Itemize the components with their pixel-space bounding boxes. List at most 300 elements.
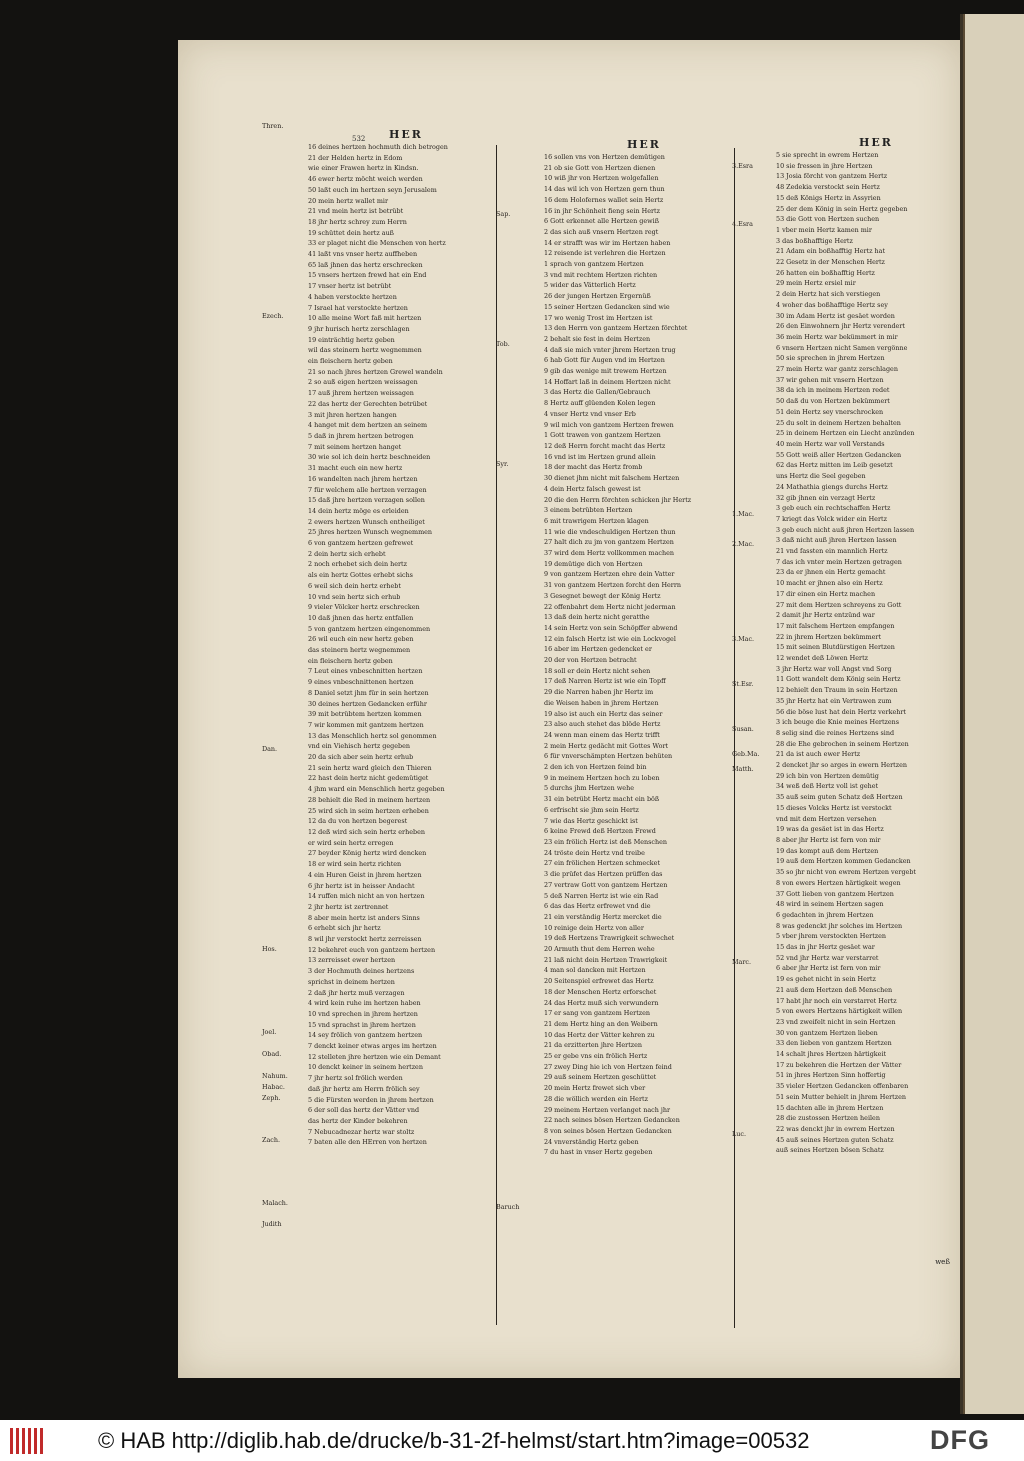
index-entry: 18 soll er dein Hertz nicht sehen xyxy=(544,666,651,675)
index-entry: ein fleischern hertz geben xyxy=(308,656,393,665)
index-entry: 20 mein hertz wallet mir xyxy=(308,196,389,205)
index-entry: 13 das Menschlich hertz sol genommen xyxy=(308,731,437,740)
index-entry: 10 vnd sein hertz sich erhub xyxy=(308,592,401,601)
index-entry: 2 jhr hertz ist zertrennet xyxy=(308,902,389,911)
index-entry: 10 reinige dein Hertz von aller xyxy=(544,923,644,932)
book-abbreviation: Judith xyxy=(262,1220,282,1228)
index-entry: 24 Mathathia giengs durchs Hertz xyxy=(776,482,888,491)
book-abbreviation: Hos. xyxy=(262,945,277,953)
index-entry: 6 aber jhr Hertz ist fern von mir xyxy=(776,964,881,973)
index-entry: 19 auß dem Hertzen kommen Gedancken xyxy=(776,857,911,866)
index-entry: 45 auß seines Hertzen guten Schatz xyxy=(776,1135,894,1144)
index-entry: 17 mit falschem Hertzen empfangen xyxy=(776,621,895,630)
index-entry: 24 das Hertz muß sich verwundern xyxy=(544,998,659,1007)
signature-mark: weß xyxy=(935,1258,950,1266)
index-entry: 16 wandelten nach jhrem hertzen xyxy=(308,474,418,483)
index-entry: 14 dein hertz möge es erleiden xyxy=(308,506,409,515)
index-entry: 8 Daniel setzt jhm für in sein hertzen xyxy=(308,688,429,697)
index-entry: 19 das kompt auß dem Hertzen xyxy=(776,846,879,855)
index-entry: 5 wider das Vätterlich Hertz xyxy=(544,281,636,290)
index-entry: 25 wird sich in seim hertzen erheben xyxy=(308,806,429,815)
index-entry: 21 vnd fassten ein mannlich Hertz xyxy=(776,547,888,556)
index-entry: 15 daß jhre hertzen verzagen sollen xyxy=(308,496,425,505)
index-entry: 4 hanget mit dem hertzen an seinem xyxy=(308,421,428,430)
index-entry: 4 wird kein ruhe im hertzen haben xyxy=(308,999,421,1008)
book-abbreviation: Malach. xyxy=(262,1199,288,1207)
index-entry: 7 Nebucadnezar hertz war stoltz xyxy=(308,1127,415,1136)
index-entry: 7 wir kommen mit gantzem hertzen xyxy=(308,720,424,729)
book-abbreviation: Zach. xyxy=(262,1136,280,1144)
index-entry: 6 jhr hertz ist in heisser Andacht xyxy=(308,881,415,890)
index-entry: 56 die böse lust hat dein Hertz verkehrt xyxy=(776,707,906,716)
column-2-heading: HER xyxy=(627,138,661,151)
index-entry: 15 seiner Hertzen Gedancken sind wie xyxy=(544,302,670,311)
index-entry: daß jhr hertz am Herrn frölich sey xyxy=(308,1084,420,1093)
index-entry: die Weisen haben in jhrem Hertzen xyxy=(544,698,659,707)
index-entry: 14 sein Hertz von sein Schöpffer abwend xyxy=(544,623,678,632)
index-entry: 16 in jhr Schönheit fieng sein Hertz xyxy=(544,206,660,215)
index-entry: 20 die den Herrn förchten schicken jhr Hertz xyxy=(544,495,692,504)
index-entry: 7 denckt keiner etwas arges im hertzen xyxy=(308,1042,437,1051)
index-entry: das steinern hertz wegnemmen xyxy=(308,646,411,655)
index-entry: 6 erhebt sich jhr hertz xyxy=(308,924,381,933)
index-entry: 29 meinem Hertzen verlanget nach jhr xyxy=(544,1105,671,1114)
index-entry: 48 Zedekia verstockt sein Hertz xyxy=(776,183,880,192)
book-abbreviation: Susan. xyxy=(732,725,754,733)
column-1 xyxy=(308,128,504,1148)
column-rule xyxy=(734,148,735,1328)
index-entry: 14 Hoffart laß in deinem Hertzen nicht xyxy=(544,377,671,386)
index-entry: 10 alle meine Wort faß mit hertzen xyxy=(308,314,422,323)
index-entry: 37 wird dem Hertz vollkommen machen xyxy=(544,549,674,558)
index-entry: 30 deines hertzen Gedancken erführ xyxy=(308,699,427,708)
index-entry: 30 im Adam Hertz ist gesäet worden xyxy=(776,311,895,320)
index-entry: 8 von ewers Hertzen härtigkeit wegen xyxy=(776,878,901,887)
book-abbreviation: St.Esr. xyxy=(732,680,754,688)
index-entry: 12 ein falsch Hertz ist wie ein Lockvogel xyxy=(544,634,676,643)
index-entry: 32 gib jhnen ein verzagt Hertz xyxy=(776,493,876,502)
index-entry: 16 sollen vns von Hertzen demütigen xyxy=(544,153,665,161)
index-entry: 33 er plaget nicht die Menschen von hertz xyxy=(308,239,446,248)
column-3-heading: HER xyxy=(859,136,893,149)
index-entry: ein fleischern hertz geben xyxy=(308,357,393,366)
index-entry: 9 eines vnbeschnittenen hertzen xyxy=(308,678,414,687)
index-entry: 2 so auß eigen hertzen weissagen xyxy=(308,378,418,387)
column-2 xyxy=(544,138,744,1158)
index-entry: 17 vnser hertz ist betrübt xyxy=(308,282,392,291)
index-entry: 2 dein hertz sich erhebt xyxy=(308,549,386,558)
index-entry: 2 den ich von Hertzen feind bin xyxy=(544,763,647,772)
index-entry: 24 vnverständig Hertz geben xyxy=(544,1137,639,1146)
index-entry: 5 von gantzem hertzen eingenommen xyxy=(308,624,431,633)
index-entry: 7 Israel hat verstockte hertzen xyxy=(308,303,408,312)
index-entry: 21 da ist auch ewer Hertz xyxy=(776,750,861,759)
index-entry: 50 sie sprechen in jhrem Hertzen xyxy=(776,354,885,363)
index-entry: 39 mit betrübtem hertzen kommen xyxy=(308,710,422,719)
index-entry: 7 mit seinem hertzen hanget xyxy=(308,442,402,451)
index-entry: 13 Josia förcht von gantzem Hertz xyxy=(776,172,888,181)
index-entry: 9 gib das wenige mit trewem Hertzen xyxy=(544,367,667,376)
index-entry: 15 vnsers hertzen frewd hat ein End xyxy=(308,271,427,280)
index-entry: 28 die zustossen Hertzen heilen xyxy=(776,1114,880,1123)
index-entry: 5 vber jhrem verstockten Hertzen xyxy=(776,932,887,941)
index-entry: 12 stelleten jhre hertzen wie ein Demant xyxy=(308,1052,441,1061)
index-entry: 30 dienet jhm nicht mit falschem Hertzen xyxy=(544,474,680,483)
index-entry: 27 ein frölichen Hertzen schmecket xyxy=(544,859,661,868)
index-entry: 41 laßt vns vnser hertz auffheben xyxy=(308,250,418,259)
index-entry: 15 das in jhr Hertz gesäet war xyxy=(776,943,875,952)
index-entry: 19 einträchtig hertz geben xyxy=(308,335,395,344)
index-entry: 33 den lieben von gantzem Hertzen xyxy=(776,1039,892,1048)
index-entry: 3 Gesegnet bewegt der König Hertz xyxy=(544,591,661,600)
index-entry: 3 vnd mit rechtem Hertzen richten xyxy=(544,270,658,279)
book-abbreviation: Marc. xyxy=(732,958,752,966)
index-entry: 55 Gott weiß aller Hertzen Gedancken xyxy=(776,450,902,459)
index-entry: 1 sprach von gantzem Hertzen xyxy=(544,260,644,269)
index-entry: 23 da er jhnen ein Hertz gemacht xyxy=(776,568,886,577)
index-entry: 3 ich beuge die Knie meines Hertzens xyxy=(776,718,900,727)
index-entry: 6 mit trawrigem Hertzen klagen xyxy=(544,516,649,525)
book-page xyxy=(178,40,960,1378)
index-entry: 35 jhr Hertz hat ein Vertrawen zum xyxy=(776,696,892,705)
index-entry: 27 beyder König hertz wird dencken xyxy=(308,849,427,858)
index-entry: das hertz der Kinder bekehren xyxy=(308,1116,408,1125)
index-entry: sprichst in deinem hertzen xyxy=(308,977,395,986)
index-entry: 52 vnd jhr Hertz war verstarret xyxy=(776,953,879,962)
index-entry: 3 der Hochmuth deines hertzens xyxy=(308,967,415,976)
index-entry: 3 geb euch nicht auß jhren Hertzen lassen xyxy=(776,525,915,534)
index-entry: 2 das sich auß vnsern Hertzen regt xyxy=(544,227,659,236)
index-entry: wie einer Frawen hertz in Kindsn. xyxy=(308,164,419,173)
index-entry: wil das steinern hertz wegnemmen xyxy=(308,346,422,355)
index-entry: 4 dein Hertz falsch gewest ist xyxy=(544,484,641,493)
index-entry: 9 vieler Völcker hertz erschrecken xyxy=(308,603,420,612)
index-entry: 12 deß wird sich sein hertz erheben xyxy=(308,828,425,836)
index-entry: 17 zu bekehren die Hertzen der Vätter xyxy=(776,1060,902,1069)
index-entry: 4 vnser Hertz vnd vnser Erb xyxy=(544,409,636,418)
index-entry: 22 offenbahrt dem Hertz nicht jederman xyxy=(544,602,676,611)
index-entry: 14 sey frölich von gantzem hertzen xyxy=(308,1031,423,1040)
index-entry: 30 wie sol ich dein hertz beschneiden xyxy=(308,453,431,462)
index-entry: 2 dein Hertz hat sich verstiegen xyxy=(776,290,881,299)
index-entry: 19 was da gesäet ist in das Hertz xyxy=(776,825,884,834)
next-page-edge xyxy=(960,14,1024,1414)
index-entry: 9 in meinem Hertzen hoch zu loben xyxy=(544,773,660,782)
index-entry: 6 der soll das hertz der Vätter vnd xyxy=(308,1106,420,1115)
index-entry: 12 deß Herrn forcht macht das Hertz xyxy=(544,441,666,450)
index-entry: 8 Hertz auff glüenden Kolen legen xyxy=(544,399,656,408)
index-entry: 29 die Narren haben jhr Hertz im xyxy=(544,688,654,697)
index-entry: 19 demütige dich von Hertzen xyxy=(544,559,643,568)
index-entry: 25 du solt in deinem Hertzen behalten xyxy=(776,418,901,427)
index-entry: 2 damit jhr Hertz entzünd war xyxy=(776,611,875,620)
index-entry: 35 auß seim guten Schatz deß Hertzen xyxy=(776,793,903,802)
index-entry: 3 das Hertz die Gallen/Gebrauch xyxy=(544,388,651,397)
index-entry: 4 daß sie mich vnter jhrem Hertzen trug xyxy=(544,345,676,354)
index-entry: 22 was denckt jhr in ewrem Hertzen xyxy=(776,1124,895,1133)
index-entry: 2 ewers hertzen Wunsch entheiliget xyxy=(308,517,425,526)
index-entry: 21 der Helden hertz in Edom xyxy=(308,153,403,162)
index-entry: 29 mein Hertz ersiel mir xyxy=(776,279,856,288)
index-entry: 8 selig sind die reines Hertzens sind xyxy=(776,728,895,737)
index-entry: 18 der Menschen Hertz erforschet xyxy=(544,987,657,996)
index-entry: 5 deß Narren Hertz ist wie ein Rad xyxy=(544,891,659,900)
index-entry: 31 ein betrübt Hertz macht ein böß xyxy=(544,795,660,804)
index-entry: 10 vnd sprechen in jhrem hertzen xyxy=(308,1009,418,1018)
index-entry: 6 erfrischt sie jhm sein Hertz xyxy=(544,805,639,814)
index-entry: 2 noch erhebet sich dein hertz xyxy=(308,560,407,569)
index-entry: 18 er wird sein hertz richten xyxy=(308,860,402,869)
index-entry: 50 daß du von Hertzen bekümmert xyxy=(776,397,890,406)
index-entry: 25 jhres hertzen Wunsch wegnemmen xyxy=(308,528,433,537)
column-1-entries xyxy=(308,142,504,1148)
index-entry: 3 das boßhafftige Hertz xyxy=(776,236,853,245)
index-entry: 7 Leut eines vnbeschnitten hertzen xyxy=(308,667,423,676)
index-entry: 4 man sol dancken mit Hertzen xyxy=(544,966,646,975)
index-entry: 12 reisende ist verlehren die Hertzen xyxy=(544,249,666,258)
book-abbreviation: 2.Mac. xyxy=(732,540,755,548)
book-abbreviation: 1.Mac. xyxy=(732,510,755,518)
index-entry: er wird sein hertz erregen xyxy=(308,838,394,847)
index-entry: 22 nach seines bösen Hertzen Gedancken xyxy=(544,1116,680,1125)
index-entry: 6 Gott erkennet alle Hertzen gewiß xyxy=(544,217,659,226)
index-entry: 13 zerreisset ewer hertzen xyxy=(308,956,396,965)
index-entry: 10 daß jhnen das hertz entfallen xyxy=(308,613,414,622)
index-entry: 53 die Gott von Hertzen suchen xyxy=(776,215,880,224)
index-entry: 24 tröste dein Hertz vnd treibe xyxy=(544,848,645,857)
index-entry: 29 auß seinem Hertzen geschüttet xyxy=(544,1073,657,1082)
index-entry: 6 vnsern Hertzen nicht Samen vergönne xyxy=(776,343,908,352)
index-entry: 8 wil jhr verstockt hertz zerreissen xyxy=(308,935,422,944)
index-entry: 1 vber mein Hertz kamen mir xyxy=(776,225,872,234)
index-entry: 62 das Hertz mitten im Leib gesetzt xyxy=(776,461,893,470)
index-entry: 9 von gantzem Hertzen ehre dein Vatter xyxy=(544,570,675,579)
dfg-logo: DFG xyxy=(930,1425,990,1455)
index-entry: 5 durchs jhm Hertzen wehe xyxy=(544,784,634,793)
index-entry: 3 die prüfet das Hertzen prüffen das xyxy=(544,870,663,879)
index-entry: 3 geb euch ein rechtschaffen Hertz xyxy=(776,504,891,513)
index-entry: 29 ich bin von Hertzen demütig xyxy=(776,771,879,780)
index-entry: 31 von gantzem Hertzen forcht den Herrn xyxy=(544,581,682,590)
index-entry: 5 die Fürsten werden in jhrem hertzen xyxy=(308,1095,434,1104)
index-entry: 5 von ewers Hertzens härtigkeit willen xyxy=(776,1007,903,1016)
index-entry: 25 er gebe vns ein frölich Hertz xyxy=(544,1052,648,1061)
index-entry: 8 aber mein hertz ist anders Sinns xyxy=(308,913,420,922)
index-entry: 14 schalt jhres Hertzen härtigkeit xyxy=(776,1050,887,1059)
index-entry: 31 macht euch ein new hertz xyxy=(308,464,403,473)
index-entry: 3 daß nicht auß jhren Hertzen lassen xyxy=(776,536,897,545)
index-entry: 6 keine Frewd deß Hertzen Frewd xyxy=(544,827,656,836)
index-entry: auß seines Hertzen bösen Schatz xyxy=(776,1146,884,1155)
index-entry: 15 dachten alle in jhrem Hertzen xyxy=(776,1103,884,1112)
footer-bar xyxy=(0,1420,1024,1461)
index-entry: 10 sie fressen in jhre Hertzen xyxy=(776,161,873,170)
index-entry: 17 dir einen ein Hertz machen xyxy=(776,589,876,598)
book-abbreviation: Obad. xyxy=(262,1050,282,1058)
index-entry: 15 dieses Volcks Hertz ist verstockt xyxy=(776,803,892,812)
index-entry: 15 mit seinen Blutdürstigen Hertzen xyxy=(776,643,895,652)
index-entry: 7 das ich vnter mein Hertzen getragen xyxy=(776,557,902,566)
index-entry: 2 behalt sie fest in deim Hertzen xyxy=(544,334,651,343)
book-abbreviation: Luc. xyxy=(732,1130,746,1138)
index-entry: 2 dencket jhr so arges in ewern Hertzen xyxy=(776,761,907,770)
index-entry: 8 von seines bösen Hertzen Gedancken xyxy=(544,1126,672,1135)
index-entry: 27 mein Hertz war gantz zerschlagen xyxy=(776,365,898,374)
index-entry: 19 schüttet dein hertz auß xyxy=(308,228,394,237)
index-entry: 51 dein Hertz sey vnerschrocken xyxy=(776,407,884,416)
index-entry: 14 ruffen mich nicht an von hertzen xyxy=(308,892,425,901)
index-entry: 65 laß jhnen das hertz erschrecken xyxy=(308,260,423,269)
index-entry: 10 das Hertz der Vätter kehren zu xyxy=(544,1030,655,1039)
index-entry: 28 behielt die Red in meinem hertzen xyxy=(308,795,431,804)
index-entry: 3 einem betrübten Hertzen xyxy=(544,506,633,515)
index-entry: 27 vertraw Gott von gantzem Hertzen xyxy=(544,880,668,889)
index-entry: 21 dem Hertz hing an den Weibern xyxy=(544,1019,658,1028)
index-entry: 21 auß dem Hertzen deß Menschen xyxy=(776,985,893,994)
index-entry: 16 deines hertzen hochmuth dich betrogen xyxy=(308,143,448,151)
book-abbreviation: Zeph. xyxy=(262,1094,281,1102)
index-entry: 8 was gedenckt jhr solches im Hertzen xyxy=(776,921,903,930)
book-abbreviation: 3.Esra xyxy=(732,162,753,170)
index-entry: 14 das wil ich von Hertzen gern thun xyxy=(544,185,665,194)
index-entry: 24 wenn man einem das Hertz trifft xyxy=(544,730,660,739)
index-entry: 7 du hast in vnser Hertz gegeben xyxy=(544,1148,653,1157)
index-entry: 10 wiß jhr von Hertzen wolgefallen xyxy=(544,174,659,183)
index-entry: 21 da erzitterten jhre Hertzen xyxy=(544,1041,643,1050)
index-entry: 9 jhr hurisch hertz zerschlagen xyxy=(308,324,410,333)
index-entry: 7 kriegt das Volck wider ein Hertz xyxy=(776,514,887,523)
index-entry: 16 vnd ist im Hertzen grund allein xyxy=(544,452,656,461)
index-entry: 27 mit dem Hertzen schreyens zu Gott xyxy=(776,600,902,609)
index-entry: 10 denckt keiner in seinem hertzen xyxy=(308,1063,423,1072)
index-entry: 20 da sich aber sein hertz erhub xyxy=(308,753,414,762)
index-entry: 21 ein verständig Hertz mercket die xyxy=(544,912,662,921)
index-entry: 15 vnd sprachst in jhrem hertzen xyxy=(308,1020,416,1029)
source-url[interactable]: © HAB http://diglib.hab.de/drucke/b-31-2f-helmst/start.htm?image=00532 xyxy=(98,1428,810,1453)
index-entry: 8 aber jhr Hertz ist fern von mir xyxy=(776,836,881,844)
index-entry: 17 auß jhrem hertzen weissagen xyxy=(308,389,414,398)
index-entry: 3 mit jhren hertzen hangen xyxy=(308,410,397,419)
index-entry: 14 er strafft was wir im Hertzen haben xyxy=(544,238,671,247)
index-entry: 2 daß jhr hertz muß verzagen xyxy=(308,988,405,997)
index-entry: 4 ein Huren Geist in jhrem hertzen xyxy=(308,870,422,879)
index-entry: 19 es gehet nicht in sein Hertz xyxy=(776,975,876,984)
index-entry: 19 also ist auch ein Hertz das seiner xyxy=(544,709,663,718)
index-entry: 15 deß Königs Hertz in Assyrien xyxy=(776,193,881,202)
index-entry: 12 bekehret euch von gantzem hertzen xyxy=(308,945,436,954)
index-entry: 21 laß nicht dein Hertzen Trawrigkeit xyxy=(544,955,668,964)
book-abbreviation: Dan. xyxy=(262,745,278,753)
index-entry: 7 baten alle den HErren von hertzen xyxy=(308,1138,427,1147)
index-entry: 35 so jhr nicht von ewrem Hertzen vergebt xyxy=(776,868,916,877)
book-abbreviation: Habac. xyxy=(262,1083,285,1091)
index-entry: 27 halt dich zu jm von gantzem Hertzen xyxy=(544,538,674,547)
index-entry: 16 aber im Hertzen gedencket er xyxy=(544,645,652,654)
index-entry: 12 wendet deß Löwen Hertz xyxy=(776,654,869,663)
index-entry: 4 woher das boßhafftige Hertz sey xyxy=(776,300,888,309)
book-abbreviation: Matth. xyxy=(732,765,754,773)
index-entry: 21 sein hertz ward gleich den Thieren xyxy=(308,763,432,772)
hab-logo-icon xyxy=(8,1426,48,1456)
index-entry: 12 behielt den Traum in sein Hertzen xyxy=(776,686,898,695)
index-entry: 6 von gantzem hertzen gefrewet xyxy=(308,539,414,548)
index-entry: 10 macht er jhnen also ein Hertz xyxy=(776,579,883,588)
index-entry: 13 daß dein hertz nicht geratthe xyxy=(544,613,650,622)
index-entry: 38 da ich in meinem Hertzen redet xyxy=(776,386,890,395)
index-entry: 22 hast dein hertz nicht gedemütiget xyxy=(308,774,429,783)
index-entry: 22 Gesetz in der Menschen Hertz xyxy=(776,258,885,267)
index-entry: 7 für welchem alle hertzen verzagen xyxy=(308,485,427,494)
book-abbreviation: Syr. xyxy=(496,460,509,468)
index-entry: 48 wird in seinem Hertzen sagen xyxy=(776,900,884,909)
book-abbreviation: 4.Esra xyxy=(732,220,753,228)
column-rule xyxy=(496,145,497,1325)
index-entry: 50 laßt euch im hertzen seyn Jerusalem xyxy=(308,185,437,194)
index-entry: 25 in deinem Hertzen ein Liecht anzünden xyxy=(776,429,915,438)
index-entry: als ein hertz Gottes erhebt sichs xyxy=(308,571,413,580)
index-entry: 18 der macht das Hertz fromb xyxy=(544,463,643,472)
index-entry: 46 ewer hertz möcht weich werden xyxy=(308,175,423,184)
index-entry: 2 mein Hertz gedächt mit Gottes Wort xyxy=(544,741,669,750)
index-entry: 21 Adam ein boßhafftig Hertz hat xyxy=(776,247,886,256)
spine-line xyxy=(963,14,965,1414)
index-entry: 37 Gott lieben von gantzem Hertzen xyxy=(776,889,894,898)
column-2-entries xyxy=(544,152,744,1158)
index-entry: 20 mein Hertz frewet sich vber xyxy=(544,1084,646,1093)
index-entry: 27 zwey Ding hie ich von Hertzen feind xyxy=(544,1062,672,1071)
page-number: 532 xyxy=(352,135,366,143)
index-entry: 35 vieler Hertzen Gedancken offenbaren xyxy=(776,1082,909,1091)
index-entry: 23 ein frölich Hertz ist deß Menschen xyxy=(544,838,668,846)
index-entry: 26 der jungen Hertzen Ergernüß xyxy=(544,292,651,301)
index-entry: 36 mein Hertz war bekümmert in mir xyxy=(776,332,898,341)
column-1-heading: HER xyxy=(389,128,423,141)
index-entry: 34 weß deß Hertz voll ist gehet xyxy=(776,782,879,791)
index-entry: 4 haben verstockte hertzen xyxy=(308,292,397,301)
index-entry: 26 wil euch ein new hertz geben xyxy=(308,635,414,644)
index-entry: 11 wie die vndeschuldigen Hertzen thun xyxy=(544,527,676,536)
index-entry: 18 jhr hertz schrey zum Herrn xyxy=(308,217,407,226)
index-entry: 21 ob sie Gott von Hertzen dienen xyxy=(544,163,656,172)
index-entry: 17 deß Narren Hertz ist wie ein Topff xyxy=(544,677,666,686)
index-entry: 6 gedachten in jhrem Hertzen xyxy=(776,910,874,919)
index-entry: 6 für vnverschämpten Hertzen behüten xyxy=(544,752,673,761)
index-entry: 28 die Ehe gebrochen in seinem Hertzen xyxy=(776,739,909,748)
index-entry: 17 er sang von gantzem Hertzen xyxy=(544,1009,651,1018)
column-3-entries xyxy=(776,150,976,1156)
book-abbreviation: Nahum. xyxy=(262,1072,288,1080)
index-entry: 1 Gott trawen von gantzem Hertzen xyxy=(544,431,661,440)
index-entry: 11 Gott wandelt dem König sein Hertz xyxy=(776,675,901,684)
index-entry: 5 daß in jhrem hertzen betrogen xyxy=(308,431,414,440)
index-entry: vnd ein Viehisch hertz gegeben xyxy=(308,742,410,751)
book-abbreviation: Tob. xyxy=(496,340,510,348)
index-entry: 22 das hertz der Gerechten betrübet xyxy=(308,399,428,408)
index-entry: 3 jhr Hertz war voll Angst vnd Sorg xyxy=(776,664,892,673)
index-entry: 23 vnd zweifelt nicht in sein Hertzen xyxy=(776,1017,896,1026)
index-entry: 7 wie das Hertz geschickt ist xyxy=(544,816,638,825)
book-abbreviation: Geb.Ma. xyxy=(732,750,760,758)
index-entry: 9 wil mich von gantzem Hertzen frewen xyxy=(544,420,674,429)
index-entry: 22 in jhrem Hertzen bekümmert xyxy=(776,632,882,641)
index-entry: 20 Seitenspiel erfrewet das Hertz xyxy=(544,977,654,986)
index-entry: 12 da du von hertzen begerest xyxy=(308,817,408,826)
index-entry: 21 vnd mein hertz ist betrübt xyxy=(308,207,404,216)
book-abbreviation: Ezech. xyxy=(262,312,284,320)
book-abbreviation: Thren. xyxy=(262,122,284,130)
index-entry: 17 habt jhr noch ein verstarret Hertz xyxy=(776,996,897,1005)
index-entry: 6 hab Gott für Augen vnd im Hertzen xyxy=(544,356,665,365)
